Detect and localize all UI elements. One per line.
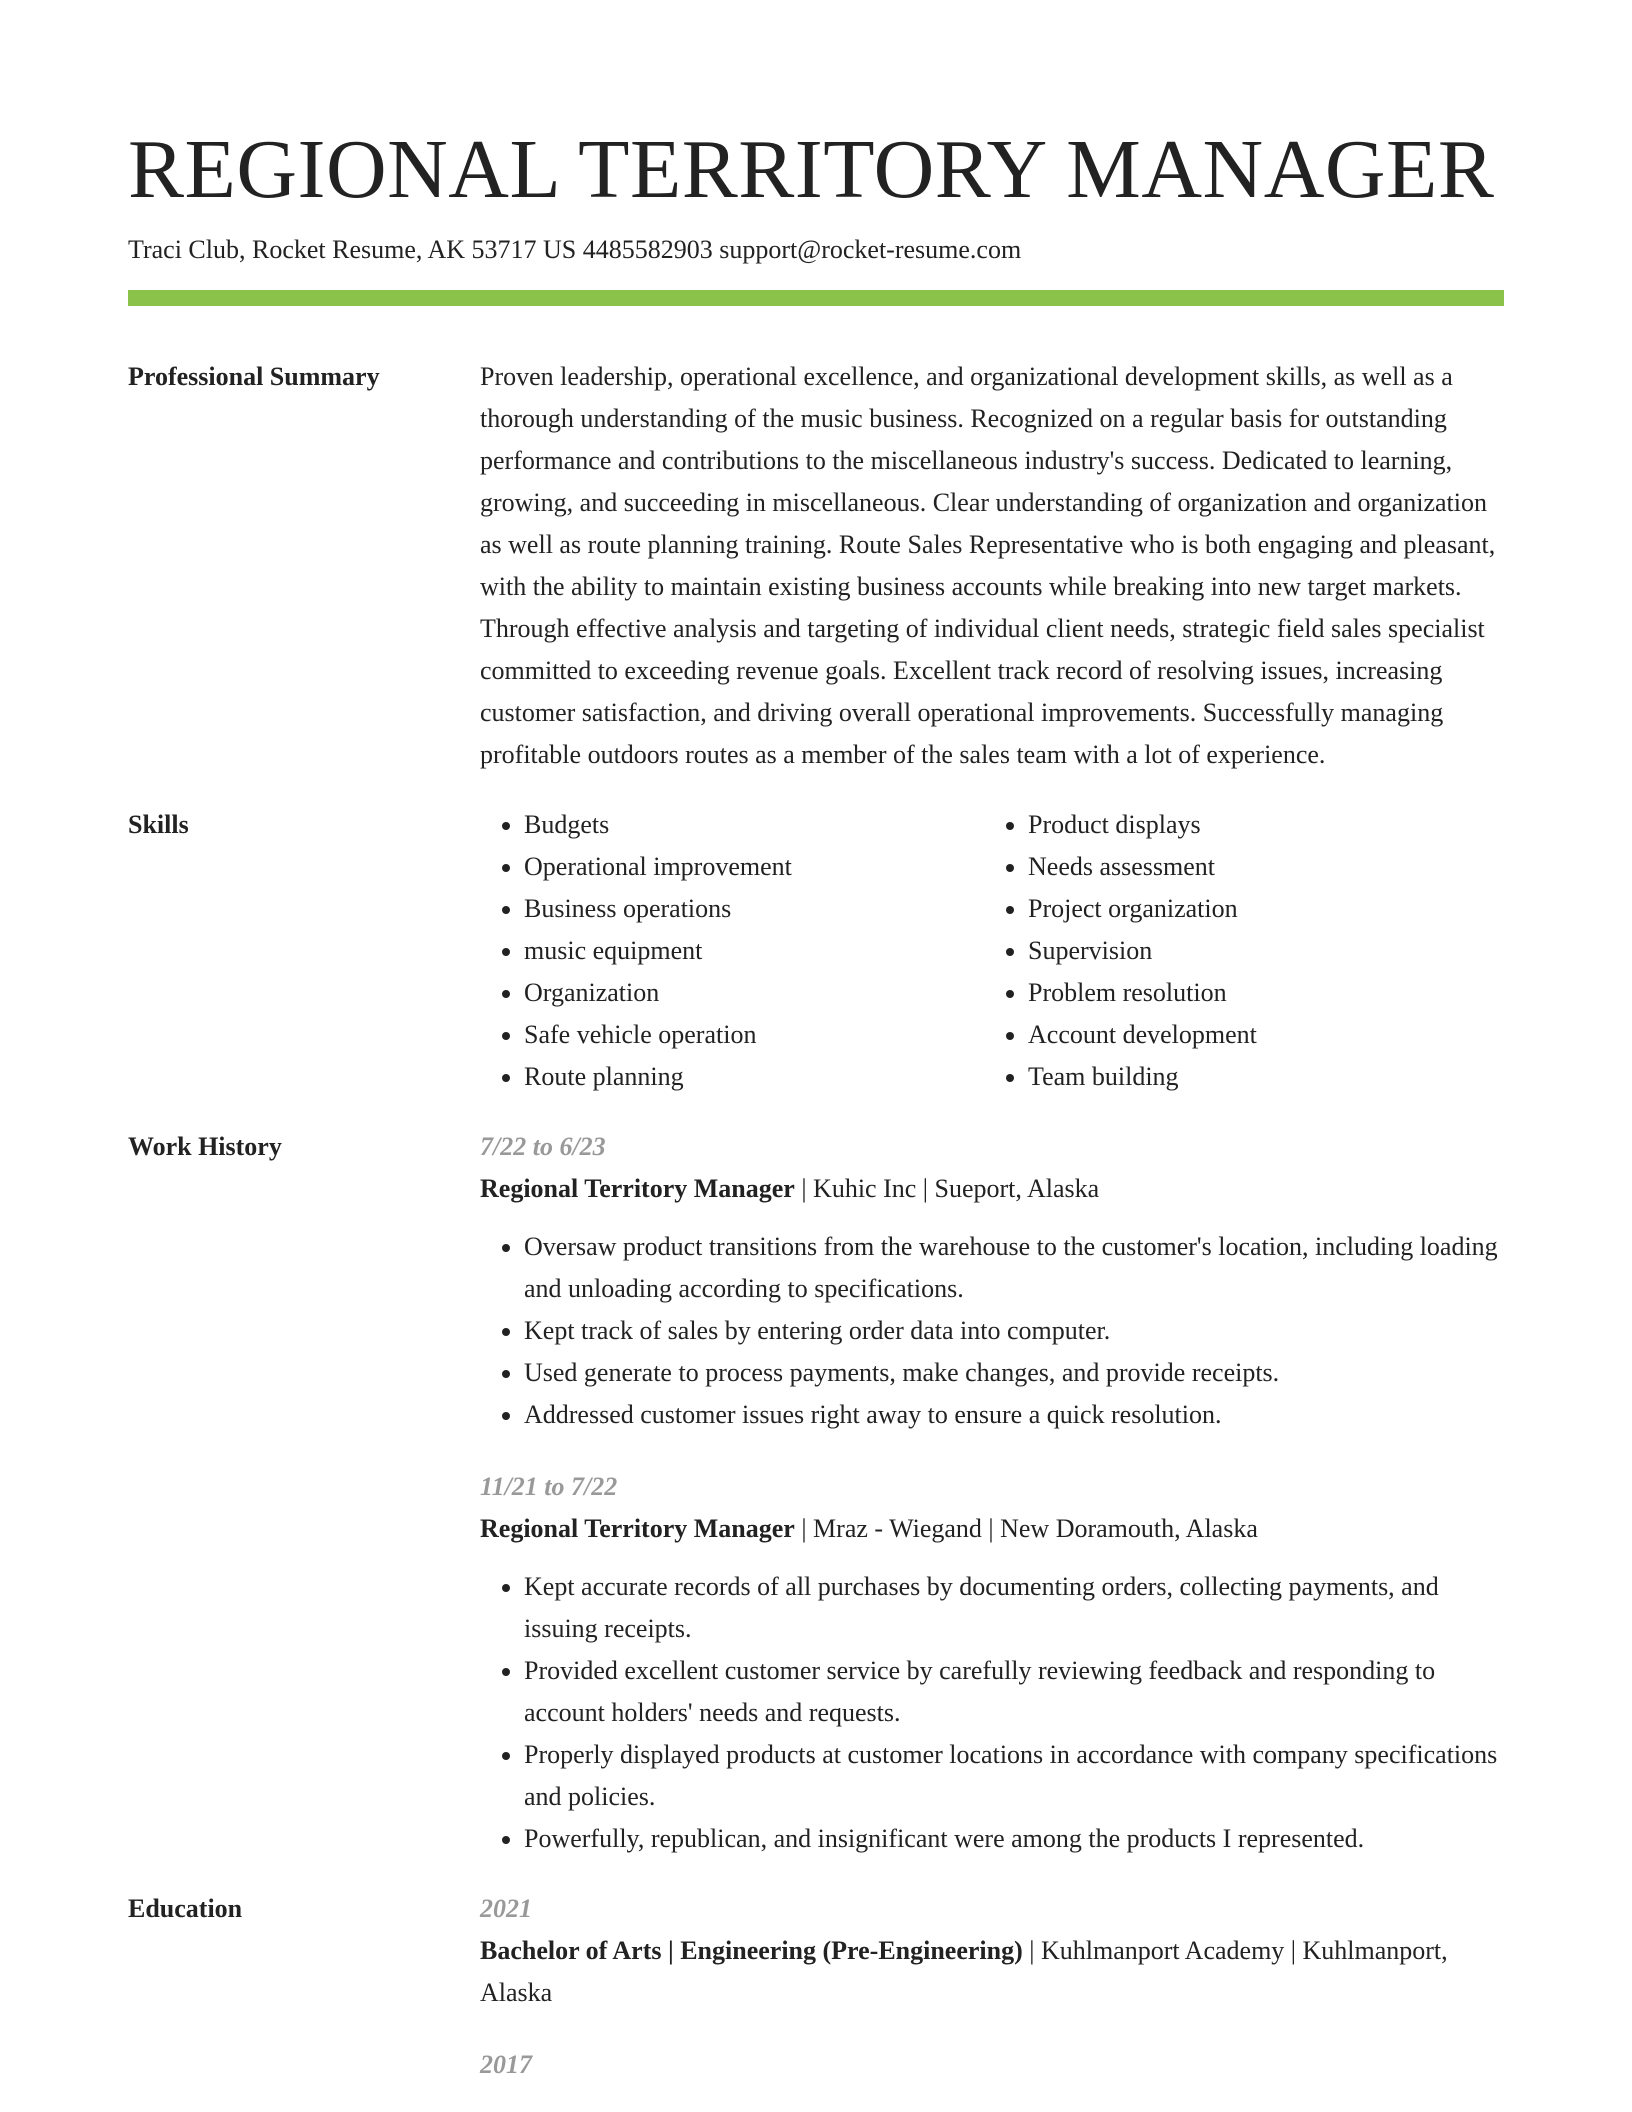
summary-heading: Professional Summary <box>128 362 380 391</box>
job-bullet: • Kept accurate records of all purchases by documenting orders, collecting payments, and issuing receipts. <box>524 1566 1504 1650</box>
skill-item: • Budgets <box>524 804 984 846</box>
skill-item: • Team building <box>1028 1056 1504 1098</box>
skill-item: • Product displays <box>1028 804 1504 846</box>
skill-item: • Operational improvement <box>524 846 984 888</box>
job-entry <box>480 1126 1504 1436</box>
skill-item: • Problem resolution <box>1028 972 1504 1014</box>
skill-item: • Organization <box>524 972 984 1014</box>
education-heading: Education <box>128 1894 243 1923</box>
job-bullet: • Provided excellent customer service by carefully reviewing feedback and responding to account holders' needs and requests. <box>524 1650 1504 1734</box>
job-bullet: • Oversaw product transitions from the warehouse to the customer's location, including loading and unloading according to specifications. <box>524 1226 1504 1310</box>
education-header <box>480 1930 1504 2014</box>
job-header <box>480 1508 1504 1550</box>
skill-item: • Supervision <box>1028 930 1504 972</box>
education-entry <box>480 1888 1504 2014</box>
job-dates: 11/21 to 7/22 <box>480 1472 618 1501</box>
education-school-location: | Kuhlmanport Academy | Kuhlmanport, Alaska <box>480 1936 1448 2007</box>
skill-item: • music equipment <box>524 930 984 972</box>
skill-item: • Route planning <box>524 1056 984 1098</box>
job-header <box>480 1168 1504 1210</box>
skill-item: • Business operations <box>524 888 984 930</box>
skill-item: • Needs assessment <box>1028 846 1504 888</box>
skills-list-left <box>480 804 984 1098</box>
job-bullets <box>480 1226 1504 1436</box>
resume-page <box>128 0 1504 2086</box>
job-bullet: • Kept track of sales by entering order data into computer. <box>524 1310 1504 1352</box>
resume-title: REGIONAL TERRITORY MANAGER <box>128 123 1495 216</box>
job-bullet: • Used generate to process payments, make changes, and provide receipts. <box>524 1352 1504 1394</box>
job-dates: 7/22 to 6/23 <box>480 1132 606 1161</box>
education-entry <box>480 2044 1504 2086</box>
job-bullet: • Properly displayed products at customer locations in accordance with company specifications and policies. <box>524 1734 1504 1818</box>
contact-line: Traci Club, Rocket Resume, AK 53717 US 4485582903 support@rocket-resume.com <box>128 235 1022 264</box>
work-history-heading: Work History <box>128 1132 282 1161</box>
job-bullets <box>480 1566 1504 1860</box>
skills-section <box>128 804 1504 1098</box>
skill-item: • Safe vehicle operation <box>524 1014 984 1056</box>
education-year: 2021 <box>480 1894 532 1923</box>
job-company-location: | Mraz - Wiegand | New Doramouth, Alaska <box>794 1514 1258 1543</box>
education-year: 2017 <box>480 2050 532 2079</box>
job-company-location: | Kuhic Inc | Sueport, Alaska <box>794 1174 1100 1203</box>
job-bullet: • Powerfully, republican, and insignificant were among the products I represented. <box>524 1818 1504 1860</box>
skill-item: • Account development <box>1028 1014 1504 1056</box>
education-degree: Bachelor of Arts | Engineering (Pre-Engineering) <box>480 1936 1023 1965</box>
job-title: Regional Territory Manager <box>480 1514 795 1543</box>
summary-section <box>128 356 1504 776</box>
summary-text: Proven leadership, operational excellence, and organizational development skills, as well as a thorough understanding of the music business. Recognized on a regular basis for outstanding performance and contributions to the miscellaneous industry's success. Dedicated to learning, growing, and succeeding in miscellaneous. Clear understanding of organization and organization as well as route planning training. Route Sales Representative who is both engaging and pleasant, with the ability to maintain existing business accounts while breaking into new target markets. Through effective analysis and targeting of individual client needs, strategic field sales specialist committed to exceeding revenue goals. Excellent track record of resolving issues, increasing customer satisfaction, and driving overall operational improvements. Successfully managing profitable outdoors routes as a member of the sales team with a lot of experience. <box>480 362 1496 769</box>
job-title: Regional Territory Manager <box>480 1174 795 1203</box>
work-history-section <box>128 1126 1504 1860</box>
job-bullet: • Addressed customer issues right away to ensure a quick resolution. <box>524 1394 1504 1436</box>
skill-item: • Project organization <box>1028 888 1504 930</box>
skills-list-right <box>984 804 1504 1098</box>
accent-divider <box>128 290 1504 306</box>
education-section <box>128 1888 1504 2086</box>
skills-heading: Skills <box>128 810 189 839</box>
job-entry <box>480 1466 1504 1860</box>
